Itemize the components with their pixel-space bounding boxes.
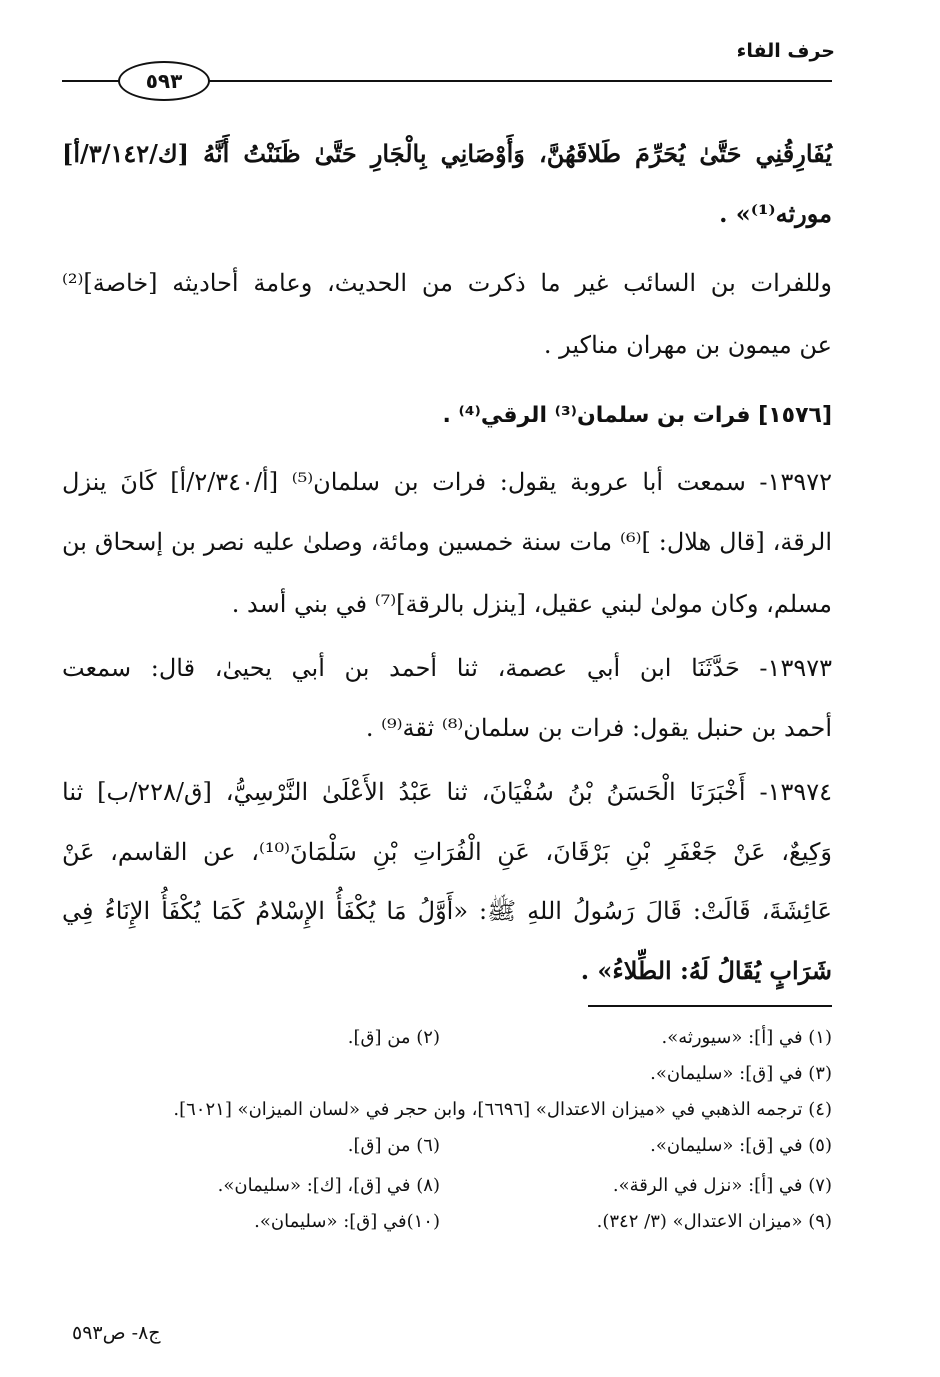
footnote-3: (٣) في [ق]: «سليمان». bbox=[650, 1063, 832, 1084]
footnote-10: (١٠)في [ق]: «سليمان». bbox=[254, 1211, 440, 1232]
text-line: الرقة، [قال هلال: ]⁽⁶⁾ مات سنة خمسين ومائة، وصلىٰ عليه نصر بن إسحاق بن bbox=[62, 528, 832, 556]
section-title: حرف الفاء bbox=[736, 40, 835, 62]
text-line: وَكِيعٌ، عَنْ جَعْفَرِ بْنِ بَرْقَانَ، عَنِ الْفُرَاتِ بْنِ سَلْمَانَ⁽¹⁰⁾، عن القاسم، عَنْ bbox=[62, 838, 833, 866]
footnote-8: (٨) في [ق]، [ك]: «سليمان». bbox=[217, 1175, 440, 1196]
footnote-6: (٦) من [ق]. bbox=[347, 1135, 440, 1156]
text-line: أحمد بن حنبل يقول: فرات بن سلمان⁽⁸⁾ ثقة⁽⁹⁾ . bbox=[365, 714, 832, 742]
text-line: شَرَابٍ يُقَالُ لَهُ: الطِّلاءُ» . bbox=[580, 956, 832, 985]
text-line: عن ميمون بن مهران مناكير . bbox=[543, 331, 832, 359]
text-line: ١٣٩٧٤- أَخْبَرَنَا الْحَسَنُ بْنُ سُفْيَانَ، ثنا عَبْدُ الأَعْلَىٰ النَّرْسِيُّ، [ق/٢٢٨/ب] ثنا bbox=[62, 778, 833, 806]
footnote-4: (٤) ترجمه الذهبي في «ميزان الاعتدال» [٦٦٩٦]، وابن حجر في «لسان الميزان» [٦٠٢١]. bbox=[173, 1099, 832, 1120]
footnote-7: (٧) في [أ]: «نزل في الرقة». bbox=[612, 1175, 832, 1196]
text-line: يُفَارِقُنِي حَتَّىٰ يُحَرِّمَ طَلاقَهُنَّ، وَأَوْصَانِي بِالْجَارِ حَتَّىٰ ظَنَنْتُ أَنَّهُ [ك/٣/١٤٢/أ] bbox=[62, 139, 832, 168]
entry-heading: [١٥٧٦] فرات بن سلمان⁽³⁾ الرقي⁽⁴⁾ . bbox=[442, 403, 832, 428]
text-line: ١٣٩٧٣- حَدَّثَنَا ابن أبي عصمة، ثنا أحمد بن أبي يحيىٰ، قال: سمعت bbox=[62, 654, 832, 682]
text-line: مورثه⁽¹⁾» . bbox=[719, 199, 832, 228]
footnote-2: (٢) من [ق]. bbox=[347, 1027, 440, 1048]
text-line: عَائِشَةَ، قَالَتْ: قَالَ رَسُولُ اللهِ ﷺ: «أَوَّلُ مَا يُكْفَأُ الإِسْلامُ كَمَا يُكْفَأُ الإِنَاءُ فِي bbox=[62, 897, 832, 925]
text-line: وللفرات بن السائب غير ما ذكرت من الحديث، وعامة أحاديثه [خاصة]⁽²⁾ bbox=[62, 269, 832, 297]
text-line: ١٣٩٧٢- سمعت أبا عروبة يقول: فرات بن سلمان⁽⁵⁾ [أ/٢/٣٤٠/أ] كَانَ ينزل bbox=[62, 468, 832, 496]
volume-page-reference: ج٨- ص٥٩٣ bbox=[72, 1322, 161, 1344]
text-line: مسلم، وكان مولىٰ لبني عقيل، [ينزل بالرقة]⁽⁷⁾ في بني أسد . bbox=[231, 590, 832, 618]
footnote-1: (١) في [أ]: «سيورثه». bbox=[661, 1027, 832, 1048]
page-number: ٥٩٣ bbox=[118, 61, 210, 101]
footnote-rule bbox=[588, 1005, 832, 1007]
footnote-5: (٥) في [ق]: «سليمان». bbox=[650, 1135, 832, 1156]
footnote-9: (٩) «ميزان الاعتدال» (٣/ ٣٤٢). bbox=[596, 1211, 832, 1232]
